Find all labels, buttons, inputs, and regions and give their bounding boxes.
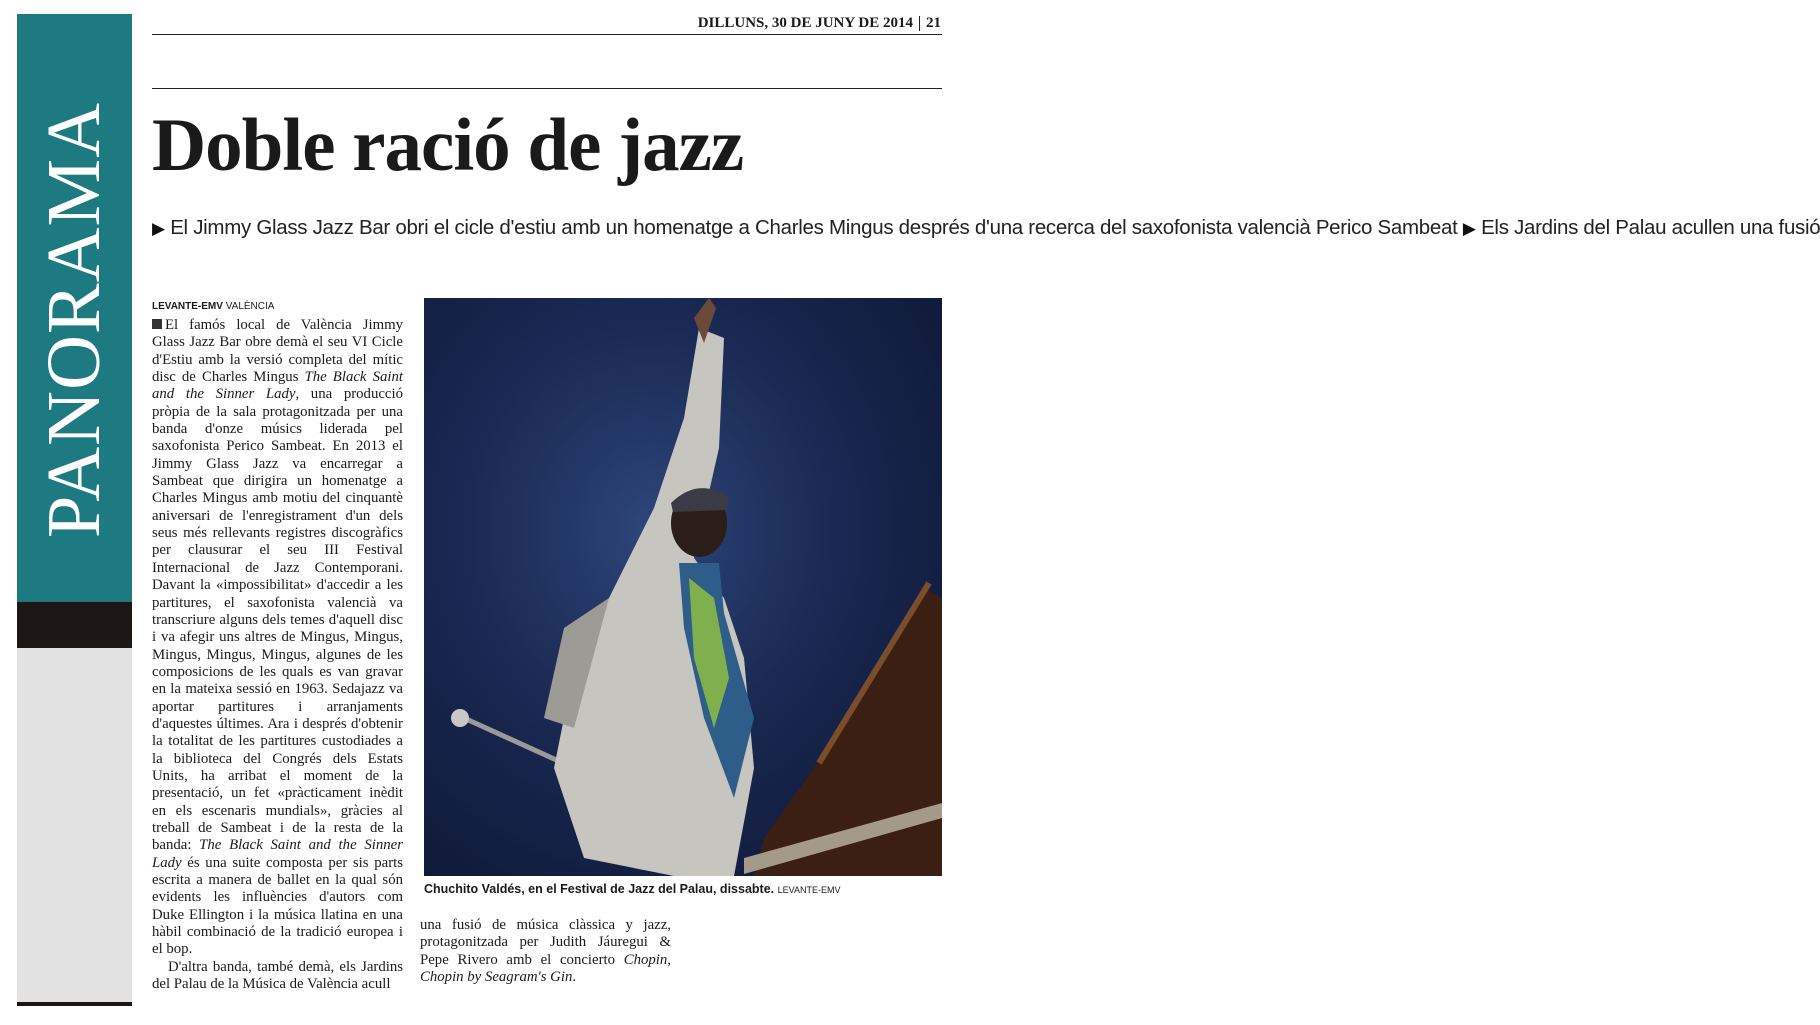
performer-illustration: [424, 298, 942, 876]
triangle-bullet-icon: ▶: [1462, 219, 1476, 238]
deck: [152, 212, 1820, 244]
paragraph-square-icon: [152, 319, 162, 329]
sidebar-divider-block: [17, 602, 132, 648]
deck-part-1: El Jimmy Glass Jazz Bar obri el cicle d'estiu amb un homenatge a Charles Mingus després d'una recerca del saxofonista valencià Perico Sambeat: [170, 216, 1458, 239]
sidebar-grey-panel: [17, 648, 132, 1006]
byline-place: VALÈNCIA: [225, 301, 275, 312]
dateline-separator: [919, 16, 920, 31]
photo-credit: LEVANTE-EMV: [777, 885, 841, 895]
section-label: PANORAMA: [32, 102, 116, 538]
photo-caption: [424, 882, 840, 896]
headline: Doble ració de jazz: [152, 104, 744, 187]
dateline: [698, 15, 941, 32]
body-paragraph-2: D'altra banda, també demà, els Jardins del Palau de la Música de València acull: [152, 958, 403, 993]
header-rule: [152, 34, 942, 35]
headline-rule: [152, 88, 942, 89]
byline: [152, 301, 274, 312]
concert-photo: [424, 298, 942, 876]
triangle-bullet-icon: ▶: [152, 219, 165, 238]
album-title: The Black Saint and the Sinner Lady: [152, 369, 403, 403]
body-paragraph-1: El famós local de València Jimmy Glass Jazz Bar obre demà el seu VI Cicle d'Estiu amb la versió completa del mític disc de Charles Mingus The Black Saint and the Sinner Lady, una producció pròpia de la sala protagonitzada per una banda d'onze músics liderada pel saxofonista Perico Sambeat. En 2013 el Jimmy Glass Jazz va encarregar a Sambeat que dirigira un homenatge a Charles Mingus amb motiu del cinquantè aniversari de l'enregistrament d'un dels seus més rellevants registres discogràfics per clausurar el seu III Festival Internacional de Jazz Contemporani. Davant la «impossibilitat» d'accedir a les partitures, el saxofonista valencià va transcriure alguns dels temes d'aquell disc i va afegir uns altres de Mingus, Mingus, Mingus, Mingus, Mingus, algunes de les composicions de les quals es van gravar en la mateixa sessió en 1963. Sedajazz va aportar partitures i arranjaments d'aquestes últimes. Ara i després d'obtenir la totalitat de les partitures custodiades a la biblioteca del Congrés dels Estats Units, ha arribat el moment de la presentació, un fet «pràcticament inèdit en els escenaris mundials», gràcies al treball de Sambeat i de la resta de la banda: The Black Saint and the Sinner Lady és una suite composta per sis parts escrita a manera de ballet en la qual són evidents les influències d'autors com Duke Ellington i la música llatina en una hàbil combinació de la tradició europea i el bop.: [152, 317, 403, 958]
sidebar-base-rule: [17, 1002, 132, 1006]
issue-date: DILLUNS, 30 DE JUNY DE 2014: [697, 15, 913, 31]
concert-title: Chopin, Chopin by Seagram's Gin: [420, 951, 671, 986]
caption-text: Chuchito Valdés, en el Festival de Jazz del Palau, dissabte.: [424, 882, 775, 896]
album-title-repeat: The Black Saint and the Sinner Lady: [152, 837, 403, 871]
body-column-2: [420, 917, 671, 986]
body-column-1: [152, 317, 403, 993]
body-paragraph-2-continued: una fusió de música clàssica y jazz, protagonitzada per Judith Jáuregui & Pepe Rivero amb el concierto Chopin, Chopin by Seagram's Gin.: [420, 917, 671, 986]
deck-part-2: Els Jardins del Palau acullen una fusió: [1481, 216, 1820, 239]
byline-source: LEVANTE-EMV: [152, 301, 223, 312]
page-number: 21: [926, 15, 941, 31]
